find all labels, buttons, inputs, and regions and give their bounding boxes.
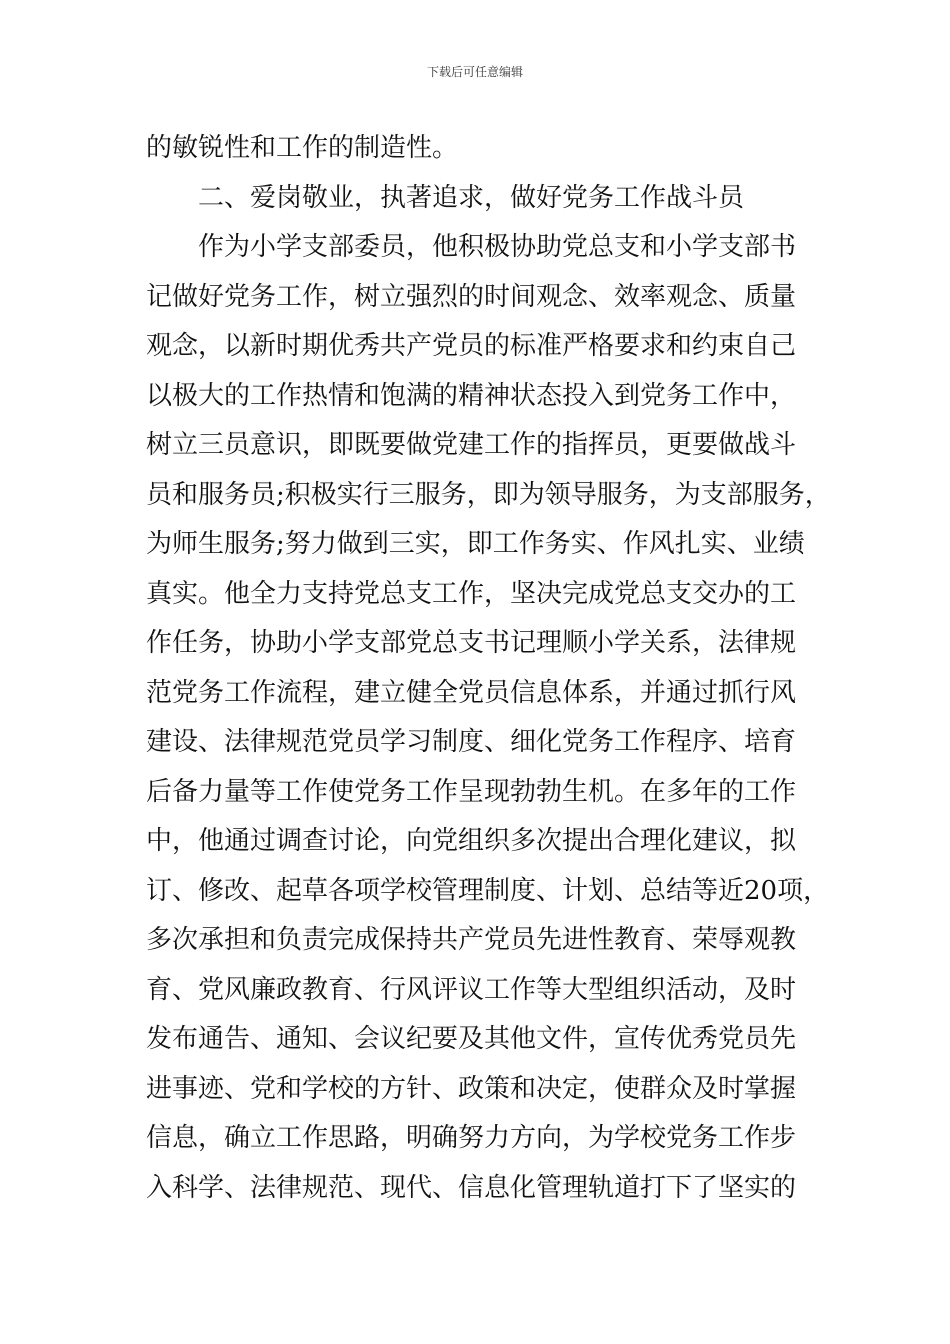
- text-line: 员和服务员;积极实行三服务，即为领导服务，为支部服务，: [146, 479, 831, 510]
- text-line: 育、党风廉政教育、行风评议工作等大型组织活动，及时: [146, 974, 797, 1005]
- text-line: 进事迹、党和学校的方针、政策和决定，使群众及时掌握: [146, 1073, 797, 1104]
- page-header: 下载后可任意编辑: [426, 65, 523, 79]
- text-line: 建设、法律规范党员学习制度、细化党务工作程序、培育: [146, 727, 797, 757]
- text-line: 多次承担和负责完成保持共产党员先进性教育、荣辱观教: [146, 925, 797, 955]
- text-line: 订、修改、起草各项学校管理制度、计划、总结等近20项，: [146, 875, 830, 906]
- text-line: 后备力量等工作使党务工作呈现勃勃生机。在多年的工作: [146, 776, 797, 807]
- text-line: 的敏锐性和工作的制造性。: [146, 133, 459, 163]
- text-line: 入科学、法律规范、现代、信息化管理轨道打下了坚实的: [146, 1172, 797, 1203]
- text-line: 发布通告、通知、会议纪要及其他文件，宣传优秀党员先: [146, 1024, 797, 1054]
- text-line: 为师生服务;努力做到三实，即工作务实、作风扎实、业绩: [146, 529, 805, 559]
- text-line: 以极大的工作热情和饱满的精神状态投入到党务工作中，: [146, 380, 797, 411]
- text-line: 记做好党务工作，树立强烈的时间观念、效率观念、质量: [146, 281, 797, 312]
- text-line: 信息，确立工作思路，明确努力方向，为学校党务工作步: [146, 1123, 797, 1153]
- section-heading: 二、爱岗敬业，执著追求，做好党务工作战斗员: [198, 182, 745, 213]
- document-body: [146, 124, 836, 1213]
- text-line: 作任务，协助小学支部党总支书记理顺小学关系，法律规: [146, 628, 797, 658]
- text-line: 观念，以新时期优秀共产党员的标准严格要求和约束自己: [146, 331, 797, 361]
- text-line: 树立三员意识，即既要做党建工作的指挥员，更要做战斗: [146, 430, 797, 460]
- text-line: 范党务工作流程，建立健全党员信息体系，并通过抓行风: [146, 677, 797, 708]
- text-line: 中，他通过调查讨论，向党组织多次提出合理化建议，拟: [146, 826, 797, 856]
- text-line: 真实。他全力支持党总支工作，坚决完成党总支交办的工: [146, 578, 797, 609]
- paragraph-first-line: 作为小学支部委员，他积极协助党总支和小学支部书: [198, 232, 797, 262]
